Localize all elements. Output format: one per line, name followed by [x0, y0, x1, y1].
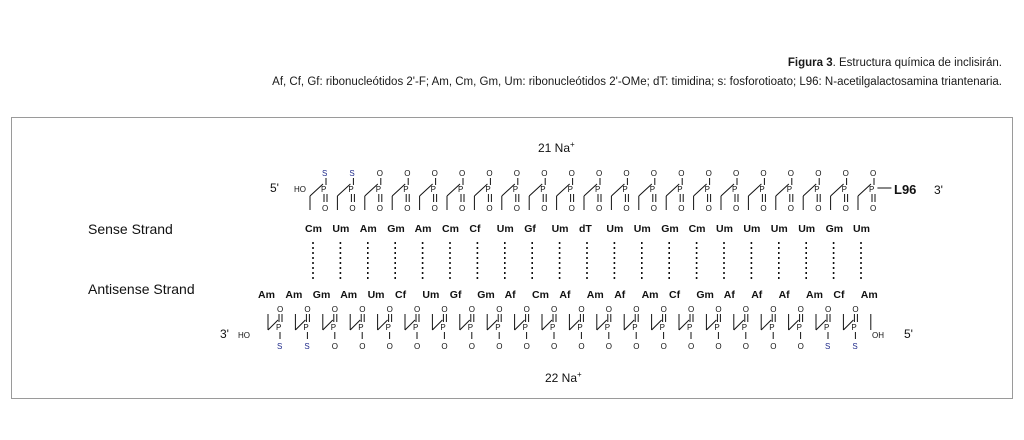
oxo-atom: O [815, 204, 822, 213]
antisense-base-label: Um [367, 289, 385, 301]
oxy-group: O [578, 342, 585, 351]
oxy-group: O [660, 342, 667, 351]
antisense-base-label: Af [723, 289, 735, 301]
oxy-group: O [331, 342, 339, 351]
antisense-base-label: Am [806, 289, 823, 301]
oxy-group: O [688, 342, 695, 351]
antisense-base-label: Cf [395, 289, 407, 301]
phosphorus-atom: P [604, 323, 611, 332]
phosphorus-atom: P [385, 323, 391, 332]
oxy-group: O [551, 342, 558, 351]
sense-strand-label: Sense Strand [88, 221, 173, 237]
oxo-atom: O [304, 305, 311, 314]
oxo-atom: O [797, 305, 804, 314]
oxo-atom: O [359, 305, 366, 314]
sense-base-label: Gm [825, 223, 844, 235]
antisense-base-label: Am [641, 289, 659, 301]
sense-base-label: Um [716, 223, 733, 235]
oxo-atom: O [468, 305, 476, 314]
phosphorus-atom: P [841, 185, 847, 194]
antisense-base-label: Af [751, 289, 763, 301]
phosphorus-atom: P [458, 185, 464, 194]
phosphorus-atom: P [512, 185, 519, 194]
phosphorus-atom: P [704, 185, 710, 194]
sense-base-label: Am [414, 223, 432, 235]
sense-base-label: Gf [524, 223, 536, 235]
phosphorus-atom: P [567, 185, 573, 194]
sense-5prime-label: 5' [270, 181, 279, 195]
oxo-atom: O [760, 204, 767, 213]
antisense-base-label: Am [860, 289, 878, 301]
sense-counterions: 21 Na+ [538, 140, 575, 155]
oxo-atom: O [825, 305, 832, 314]
phosphorus-atom: P [403, 185, 409, 194]
oxy-group: O [523, 342, 530, 351]
sense-base-label: Um [798, 223, 816, 235]
oxo-atom: O [660, 305, 667, 314]
oxo-atom: O [414, 305, 421, 314]
antisense-base-label: Gf [449, 289, 462, 301]
thio-group: S [852, 342, 858, 351]
phosphorus-atom: P [824, 323, 830, 332]
antisense-base-label: Am [340, 289, 358, 301]
oxy-group: O [770, 342, 777, 351]
figure-title: . Estructura química de inclisirán. [832, 57, 1002, 69]
phosphorus-atom: P [622, 185, 628, 194]
sense-base-label: Cf [469, 223, 481, 235]
oxo-atom: O [578, 305, 585, 314]
phosphorus-atom: P [741, 323, 748, 332]
thio-group: S [304, 342, 310, 351]
antisense-3prime-label: 3' [220, 327, 229, 341]
oxo-atom: O [496, 305, 503, 314]
oxy-group: O [815, 169, 822, 178]
phosphorus-atom: P [851, 323, 857, 332]
oxo-atom: O [596, 204, 603, 213]
phosphorus-atom: P [550, 323, 556, 332]
oxy-group: O [486, 169, 493, 178]
phosphorus-atom: P [814, 185, 820, 194]
phosphorus-atom: P [769, 323, 775, 332]
antisense-base-label: Cf [833, 289, 845, 301]
antisense-base-label: Gm [477, 289, 495, 301]
oxy-group: O [541, 169, 548, 178]
antisense-base-label: Am [586, 289, 604, 301]
oxy-group: O [870, 169, 877, 178]
antisense-strand-label: Antisense Strand [88, 281, 195, 297]
oxo-atom: O [322, 204, 329, 213]
oxy-group: O [842, 169, 849, 178]
phosphorus-atom: P [732, 185, 738, 194]
oxo-atom: O [459, 204, 466, 213]
oxy-group: O [605, 342, 613, 351]
phosphorus-atom: P [714, 323, 720, 332]
oxy-group: O [742, 342, 750, 351]
oxy-group: O [797, 342, 804, 351]
oxo-atom: O [404, 204, 411, 213]
sense-base-label: Um [633, 223, 651, 235]
phosphorus-atom: P [303, 323, 309, 332]
oxo-atom: O [568, 204, 575, 213]
oxo-atom: O [870, 204, 877, 213]
phosphorus-atom: P [485, 185, 491, 194]
phosphorus-atom: P [786, 185, 793, 194]
oxo-atom: O [787, 204, 795, 213]
antisense-base-label: Gm [696, 289, 714, 301]
l96-conjugate: L96 [894, 182, 917, 197]
phosphorus-atom: P [467, 323, 474, 332]
oxy-group: O [705, 169, 712, 178]
phosphorus-atom: P [632, 323, 638, 332]
oxo-atom: O [623, 204, 630, 213]
oxy-group: O [650, 169, 658, 178]
oxy-group: O [496, 342, 503, 351]
phosphorus-atom: P [375, 185, 382, 194]
phosphorus-atom: P [540, 185, 546, 194]
thio-group: S [277, 342, 283, 351]
oxo-atom: O [705, 204, 712, 213]
oxo-atom: O [650, 204, 658, 213]
oxy-group: O [623, 169, 630, 178]
oxo-atom: O [431, 204, 438, 213]
oxy-group: O [733, 169, 740, 178]
sense-strand [305, 169, 891, 235]
phosphorus-atom: P [869, 185, 875, 194]
oxo-atom: O [523, 305, 530, 314]
oxy-group: O [760, 169, 767, 178]
sense-base-label: Um [853, 223, 870, 235]
phosphorus-atom: P [358, 323, 364, 332]
sense-base-label: Um [551, 223, 569, 235]
phosphorus-atom: P [430, 185, 436, 194]
phosphorus-atom: P [759, 185, 765, 194]
sense-base-label: Um [606, 223, 624, 235]
antisense-base-label: Af [614, 289, 626, 301]
oxo-atom: O [733, 204, 740, 213]
sense-base-label: Gm [387, 223, 405, 235]
oxy-group: O [359, 342, 366, 351]
oxo-atom: O [513, 204, 521, 213]
oxo-atom: O [541, 204, 548, 213]
oxo-atom: O [486, 204, 493, 213]
antisense-base-label: Gm [312, 289, 331, 301]
phosphorus-atom: P [330, 323, 337, 332]
antisense-oh-group: OH [872, 331, 884, 340]
oxy-group: O [715, 342, 722, 351]
oxo-atom: O [376, 204, 384, 213]
antisense-base-label: Um [422, 289, 440, 301]
phosphorus-atom: P [649, 185, 656, 194]
oxo-atom: O [715, 305, 722, 314]
antisense-base-label: Af [778, 289, 790, 301]
antisense-base-label: Am [285, 289, 303, 301]
antisense-strand [258, 289, 878, 351]
antisense-base-label: Cf [669, 289, 681, 301]
phosphorus-atom: P [796, 323, 802, 332]
oxy-group: O [459, 169, 466, 178]
oxy-group: O [431, 169, 438, 178]
base-pair-lines [313, 242, 861, 282]
oxy-group: O [596, 169, 603, 178]
phosphorus-atom: P [321, 185, 327, 194]
phosphorus-atom: P [348, 185, 354, 194]
oxy-group: O [678, 169, 685, 178]
sense-ho-group: HO [294, 185, 306, 194]
oxo-atom: O [386, 305, 393, 314]
sense-base-label: Um [743, 223, 761, 235]
oxo-atom: O [742, 305, 750, 314]
antisense-ho-group: HO [238, 331, 250, 340]
oxo-atom: O [842, 204, 849, 213]
phosphorus-atom: P [595, 185, 601, 194]
phosphorus-atom: P [522, 323, 528, 332]
oxo-atom: O [852, 305, 859, 314]
phosphorus-atom: P [440, 323, 446, 332]
thio-group: S [322, 169, 328, 178]
antisense-base-label: Am [258, 289, 275, 301]
thio-group: S [825, 342, 831, 351]
thio-group: S [349, 169, 355, 178]
oxy-group: O [386, 342, 393, 351]
antisense-5prime-label: 5' [904, 327, 913, 341]
phosphorus-atom: P [495, 323, 501, 332]
sense-base-label: Cm [688, 223, 706, 235]
oxo-atom: O [441, 305, 448, 314]
sense-base-label: Um [496, 223, 514, 235]
oxo-atom: O [678, 204, 685, 213]
phosphorus-atom: P [413, 323, 419, 332]
oxo-atom: O [349, 204, 356, 213]
antisense-counterions: 22 Na+ [545, 370, 582, 385]
sense-base-label: Cm [442, 223, 459, 235]
oxy-group: O [376, 169, 384, 178]
phosphorus-atom: P [677, 185, 683, 194]
figure-legend: Af, Cf, Gf: ribonucleótidos 2'-F; Am, Cm, Gm, Um: ribonucleótidos 2'-OMe; dT: timidina; s: fosforotioato; L96: N-acetilgalactosamina triantenaria. [272, 76, 1002, 88]
sense-base-label: Um [332, 223, 350, 235]
oxy-group: O [513, 169, 521, 178]
sense-base-label: Gm [661, 223, 679, 235]
sense-3prime-label: 3' [934, 183, 943, 197]
sense-base-label: dT [579, 223, 592, 235]
oxo-atom: O [770, 305, 777, 314]
oxy-group: O [414, 342, 421, 351]
antisense-base-label: Af [559, 289, 571, 301]
oxo-atom: O [551, 305, 558, 314]
oxy-group: O [568, 169, 575, 178]
sense-base-label: Am [359, 223, 377, 235]
oxy-group: O [468, 342, 476, 351]
oxy-group: O [633, 342, 640, 351]
phosphorus-atom: P [577, 323, 583, 332]
oxo-atom: O [688, 305, 695, 314]
phosphorus-atom: P [659, 323, 665, 332]
oxo-atom: O [633, 305, 640, 314]
sense-base-label: Um [770, 223, 788, 235]
oxy-group: O [404, 169, 411, 178]
figure-label: Figura 3 [787, 57, 833, 69]
oxy-group: O [787, 169, 795, 178]
oxy-group: O [441, 342, 448, 351]
antisense-base-label: Cm [532, 289, 549, 301]
sense-base-label: Cm [305, 223, 322, 235]
antisense-base-label: Af [504, 289, 516, 301]
phosphorus-atom: P [276, 323, 282, 332]
phosphorus-atom: P [687, 323, 693, 332]
oxo-atom: O [331, 305, 339, 314]
oxo-atom: O [605, 305, 613, 314]
oxo-atom: O [277, 305, 284, 314]
